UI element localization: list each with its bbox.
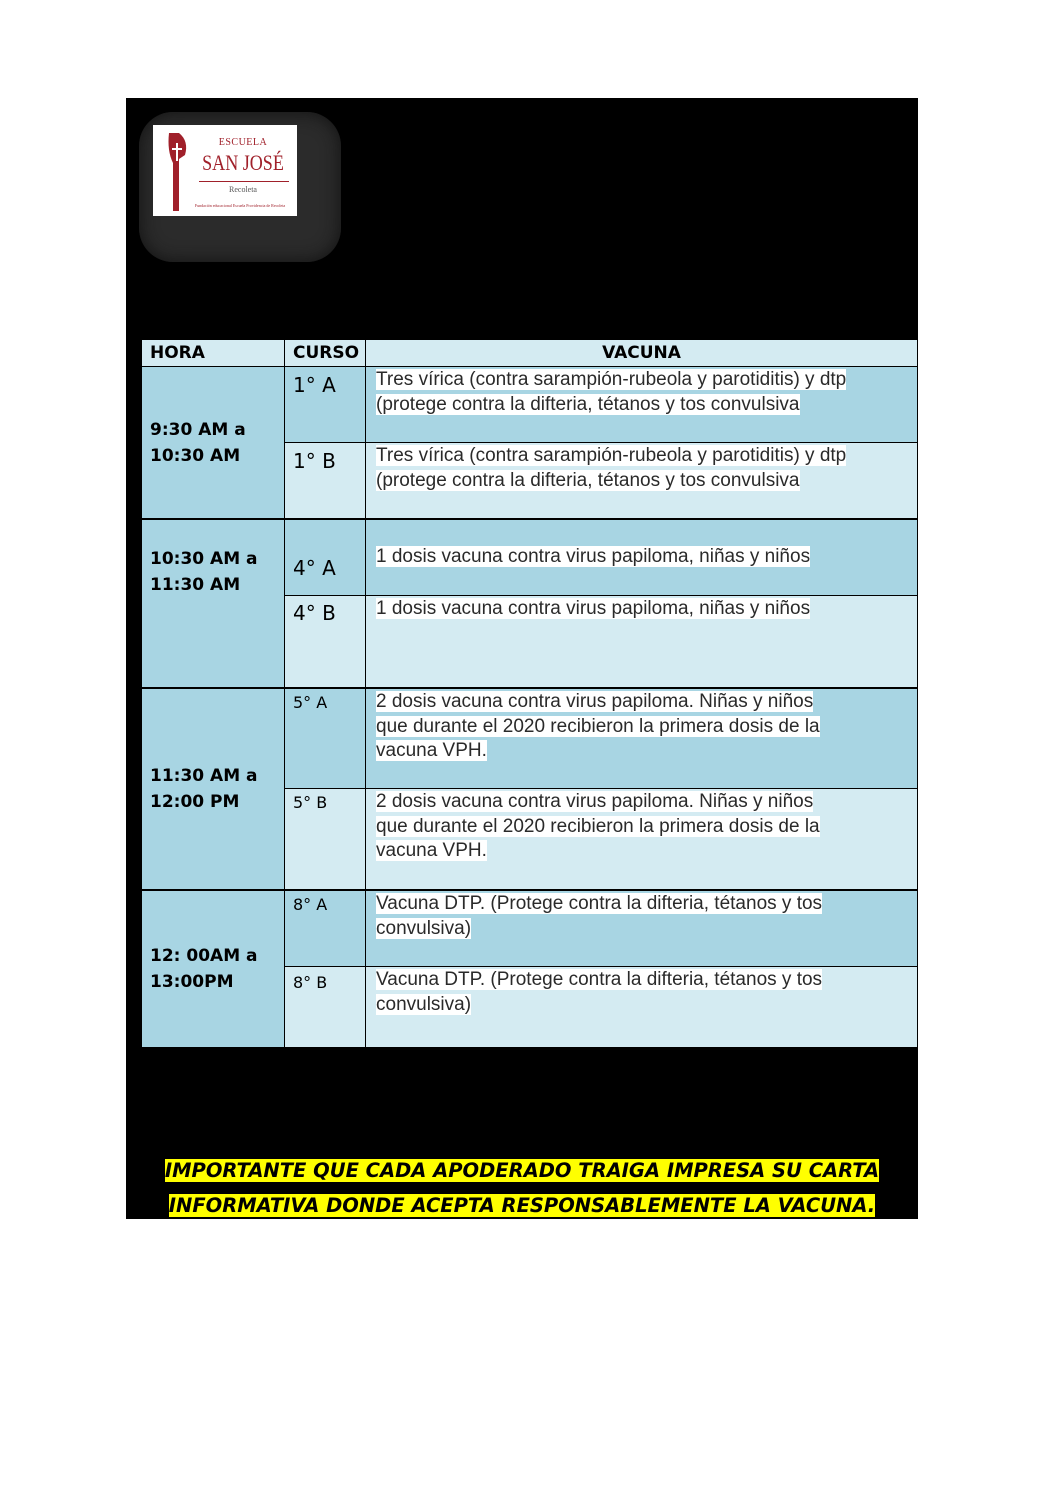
hora-start: 10:30 AM a	[150, 549, 258, 569]
hora-end: 12:00 PM	[150, 792, 240, 812]
header-curso: CURSO	[285, 340, 365, 366]
vacuna-line: vacuna VPH.	[376, 740, 487, 761]
hora-end: 11:30 AM	[150, 575, 241, 595]
header-hora: HORA	[142, 340, 284, 366]
logo-text-escuela: ESCUELA	[218, 137, 268, 148]
vacuna-cell	[366, 443, 917, 518]
vacuna-line: (protege contra la difteria, tétanos y tos convulsiva	[376, 393, 800, 415]
vacuna-line: que durante el 2020 recibieron la primera dosis de la	[376, 715, 820, 737]
vacuna-line: convulsiva)	[376, 917, 472, 939]
vacuna-line: (protege contra la difteria, tétanos y tos convulsiva	[376, 469, 800, 491]
vacuna-line: vacuna VPH.	[376, 840, 487, 861]
hora-start: 11:30 AM a	[150, 766, 258, 786]
header-vacuna: VACUNA	[366, 340, 917, 366]
vaccination-schedule-table	[142, 340, 917, 1047]
hora-cell	[142, 891, 284, 1047]
curso-cell: 4° B	[285, 596, 365, 687]
logo-text-foundation: Fundación educacional Escuela Providencia de Recoleta	[194, 203, 286, 208]
school-emblem-icon	[165, 133, 189, 211]
curso-cell: 8° A	[285, 891, 365, 966]
curso-cell: 8° B	[285, 967, 365, 1047]
hora-start: 9:30 AM a	[150, 419, 246, 440]
vacuna-cell	[366, 789, 917, 889]
vacuna-cell	[366, 367, 917, 442]
vacuna-cell	[366, 596, 917, 687]
vacuna-line: 1 dosis vacuna contra virus papiloma, niñas y niños	[376, 598, 811, 619]
vacuna-cell	[366, 967, 917, 1047]
curso-cell: 5° B	[285, 789, 365, 889]
notice-line-2: INFORMATIVA DONDE ACEPTA RESPONSABLEMENTE LA VACUNA.	[168, 1194, 876, 1217]
hora-end: 13:00PM	[150, 972, 234, 992]
hora-cell	[142, 689, 284, 889]
hora-end: 10:30 AM	[150, 445, 241, 466]
school-logo	[153, 125, 297, 216]
hora-cell	[142, 367, 284, 518]
notice-line-1: IMPORTANTE QUE CADA APODERADO TRAIGA IMPRESA SU CARTA	[164, 1159, 880, 1182]
vacuna-cell	[366, 689, 917, 788]
curso-cell: 1° A	[285, 367, 365, 442]
curso-cell: 1° B	[285, 443, 365, 518]
curso-cell: 5° A	[285, 689, 365, 788]
vacuna-line: Tres vírica (contra sarampión-rubeola y parotiditis) y dtp	[376, 445, 847, 466]
vacuna-line: 2 dosis vacuna contra virus papiloma. Niñas y niños	[376, 791, 814, 812]
vacuna-line: Vacuna DTP. (Protege contra la difteria, tétanos y tos	[376, 969, 823, 990]
vacuna-line: 1 dosis vacuna contra virus papiloma, niñas y niños	[376, 546, 811, 567]
curso-cell: 4° A	[285, 520, 365, 595]
logo-divider	[199, 181, 289, 182]
hora-cell	[142, 520, 284, 687]
important-notice	[126, 1153, 918, 1223]
logo-text-recoleta: Recoleta	[229, 185, 257, 194]
vacuna-line: que durante el 2020 recibieron la primera dosis de la	[376, 815, 820, 837]
vacuna-line: convulsiva)	[376, 993, 472, 1015]
vacuna-cell	[366, 520, 917, 595]
vacuna-line: Vacuna DTP. (Protege contra la difteria, tétanos y tos	[376, 893, 823, 914]
vacuna-cell	[366, 891, 917, 966]
logo-text-san-jose: SAN JOSÉ	[202, 150, 284, 175]
vacuna-line: Tres vírica (contra sarampión-rubeola y parotiditis) y dtp	[376, 369, 847, 390]
vacuna-line: 2 dosis vacuna contra virus papiloma. Niñas y niños	[376, 691, 814, 712]
hora-start: 12: 00AM a	[150, 946, 258, 966]
